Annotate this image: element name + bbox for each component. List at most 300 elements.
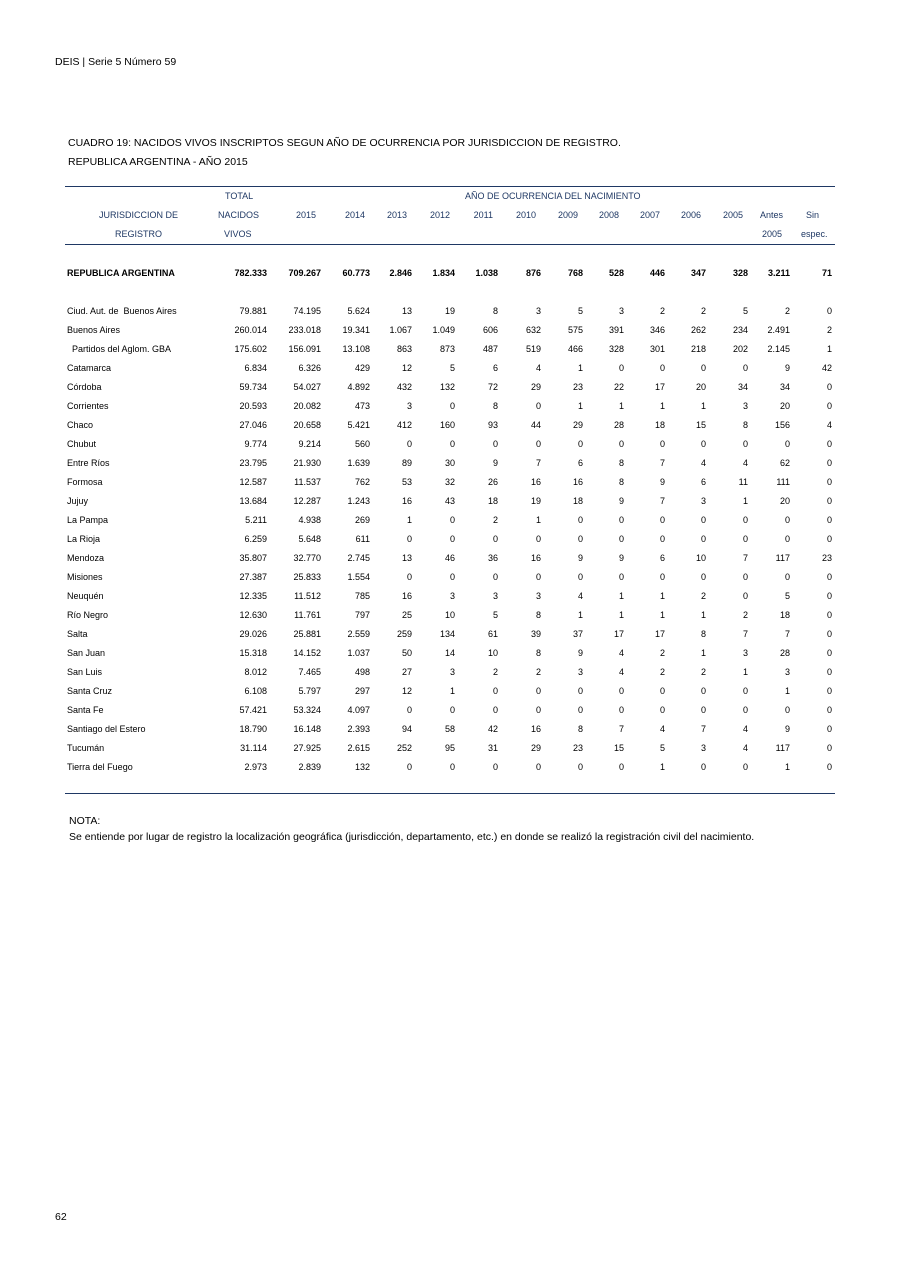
table-body xyxy=(65,302,835,777)
row-cell: 6.834 xyxy=(244,363,267,373)
row-cell: 34 xyxy=(737,382,748,392)
row-cell: 2.839 xyxy=(298,762,321,772)
row-cell: 58 xyxy=(444,724,455,734)
header-total-2: NACIDOS xyxy=(218,210,260,220)
row-cell: 2 xyxy=(784,306,790,316)
row-cell: 9 xyxy=(492,458,498,468)
row-cell: 16 xyxy=(401,591,412,601)
row-cell: 20 xyxy=(779,496,790,506)
table-bottom-rule xyxy=(65,793,835,794)
row-cell: 0 xyxy=(659,705,665,715)
row-cell: 8 xyxy=(742,420,748,430)
row-name: Córdoba xyxy=(67,382,102,392)
row-cell: 0 xyxy=(618,686,624,696)
row-cell: 29 xyxy=(530,743,541,753)
row-cell: 72 xyxy=(487,382,498,392)
row-cell: 0 xyxy=(449,515,455,525)
row-cell: 0 xyxy=(826,591,832,601)
row-cell: 9.214 xyxy=(298,439,321,449)
row-cell: 1 xyxy=(659,762,665,772)
row-cell: 8 xyxy=(618,458,624,468)
row-cell: 3 xyxy=(742,401,748,411)
row-cell: 4 xyxy=(742,724,748,734)
row-cell: 4.097 xyxy=(347,705,370,715)
row-cell: 0 xyxy=(449,534,455,544)
row-cell: 1.049 xyxy=(432,325,455,335)
row-cell: 5.648 xyxy=(298,534,321,544)
row-cell: 269 xyxy=(354,515,370,525)
row-cell: 6.259 xyxy=(244,534,267,544)
row-cell: 32 xyxy=(444,477,455,487)
table-total-row xyxy=(65,264,835,283)
row-cell: 5.624 xyxy=(347,306,370,316)
row-cell: 36 xyxy=(487,553,498,563)
row-cell: 0 xyxy=(742,705,748,715)
row-cell: 0 xyxy=(742,591,748,601)
table-row xyxy=(65,530,835,549)
row-cell: 18 xyxy=(572,496,583,506)
row-cell: 1 xyxy=(618,591,624,601)
note-text: Se entiende por lugar de registro la localización geográfica (jurisdicción, departamento, etc.) en donde se realizó la registración civil del nacimiento. xyxy=(69,831,755,843)
row-cell: 0 xyxy=(492,705,498,715)
row-cell: 62 xyxy=(779,458,790,468)
row-cell: 3 xyxy=(449,667,455,677)
table-header xyxy=(65,187,835,244)
table-row xyxy=(65,359,835,378)
row-cell: 0 xyxy=(826,743,832,753)
row-cell: 0 xyxy=(826,648,832,658)
row-cell: 0 xyxy=(577,439,583,449)
row-cell: 11.761 xyxy=(294,610,321,620)
total-row-cell: 347 xyxy=(690,268,706,278)
row-cell: 8 xyxy=(577,724,583,734)
row-cell: 0 xyxy=(577,705,583,715)
row-cell: 487 xyxy=(482,344,498,354)
row-cell: 0 xyxy=(659,534,665,544)
row-cell: 1 xyxy=(406,515,412,525)
row-cell: 252 xyxy=(396,743,412,753)
row-cell: 93 xyxy=(487,420,498,430)
row-cell: 4.892 xyxy=(347,382,370,392)
row-cell: 4 xyxy=(826,420,832,430)
header-total-3: VIVOS xyxy=(224,229,252,239)
row-name: Santa Cruz xyxy=(67,686,113,696)
row-cell: 0 xyxy=(618,363,624,373)
row-cell: 19.341 xyxy=(342,325,370,335)
row-cell: 0 xyxy=(700,439,706,449)
header-sin-2: espec. xyxy=(801,229,828,239)
header-year-2010: 2010 xyxy=(515,210,536,220)
table-row xyxy=(65,701,835,720)
row-name: Chubut xyxy=(67,439,97,449)
row-cell: 5.421 xyxy=(347,420,370,430)
row-cell: 2.559 xyxy=(347,629,370,639)
row-cell: 3 xyxy=(577,667,583,677)
row-cell: 50 xyxy=(401,648,412,658)
row-cell: 0 xyxy=(535,572,541,582)
row-cell: 1 xyxy=(826,344,832,354)
row-name: La Pampa xyxy=(67,515,109,525)
row-cell: 6 xyxy=(577,458,583,468)
row-cell: 17 xyxy=(654,629,665,639)
row-cell: 0 xyxy=(577,534,583,544)
row-cell: 13 xyxy=(401,553,412,563)
row-cell: 5 xyxy=(449,363,455,373)
row-cell: 0 xyxy=(742,363,748,373)
row-cell: 0 xyxy=(826,439,832,449)
row-cell: 7 xyxy=(742,629,748,639)
table-row xyxy=(65,587,835,606)
row-cell: 0 xyxy=(826,306,832,316)
row-cell: 13 xyxy=(401,306,412,316)
row-cell: 0 xyxy=(659,572,665,582)
row-cell: 0 xyxy=(535,762,541,772)
total-row-cell: 709.267 xyxy=(288,268,321,278)
row-cell: 3 xyxy=(406,401,412,411)
row-cell: 0 xyxy=(742,439,748,449)
row-cell: 21.930 xyxy=(293,458,321,468)
row-cell: 1.067 xyxy=(389,325,412,335)
row-cell: 53 xyxy=(401,477,412,487)
row-cell: 0 xyxy=(742,572,748,582)
row-cell: 2 xyxy=(492,667,498,677)
row-cell: 0 xyxy=(784,572,790,582)
row-cell: 0 xyxy=(700,686,706,696)
row-cell: 297 xyxy=(354,686,370,696)
row-cell: 74.195 xyxy=(293,306,321,316)
row-cell: 20 xyxy=(695,382,706,392)
header-year-2009: 2009 xyxy=(557,210,578,220)
row-cell: 4 xyxy=(535,363,541,373)
row-cell: 20.658 xyxy=(293,420,321,430)
row-cell: 473 xyxy=(354,401,370,411)
row-name: Tucumán xyxy=(67,743,105,753)
row-cell: 1 xyxy=(618,401,624,411)
row-cell: 16 xyxy=(530,724,541,734)
table-row xyxy=(65,473,835,492)
row-cell: 7.465 xyxy=(298,667,321,677)
row-cell: 0 xyxy=(826,686,832,696)
header-year-2007: 2007 xyxy=(639,210,660,220)
row-cell: 79.881 xyxy=(239,306,267,316)
row-cell: 59.734 xyxy=(239,382,267,392)
row-cell: 202 xyxy=(732,344,748,354)
row-cell: 23.795 xyxy=(239,458,267,468)
table-row xyxy=(65,511,835,530)
row-name: Neuquén xyxy=(67,591,104,601)
row-cell: 2 xyxy=(700,591,706,601)
row-cell: 6.108 xyxy=(244,686,267,696)
row-cell: 560 xyxy=(354,439,370,449)
row-cell: 28 xyxy=(779,648,790,658)
row-cell: 10 xyxy=(487,648,498,658)
row-cell: 0 xyxy=(659,363,665,373)
row-name: Entre Ríos xyxy=(67,458,110,468)
row-cell: 35.807 xyxy=(239,553,267,563)
row-cell: 18.790 xyxy=(239,724,267,734)
header-juris-2: REGISTRO xyxy=(115,229,163,239)
row-cell: 0 xyxy=(492,439,498,449)
row-cell: 1.639 xyxy=(347,458,370,468)
row-cell: 17 xyxy=(654,382,665,392)
row-cell: 1 xyxy=(577,363,583,373)
row-cell: 259 xyxy=(396,629,412,639)
row-cell: 2 xyxy=(826,325,832,335)
row-cell: 89 xyxy=(401,458,412,468)
row-cell: 2.491 xyxy=(767,325,790,335)
row-cell: 606 xyxy=(482,325,498,335)
row-name: San Luis xyxy=(67,667,103,677)
row-cell: 0 xyxy=(618,439,624,449)
row-cell: 29 xyxy=(572,420,583,430)
row-cell: 3 xyxy=(700,496,706,506)
table-row xyxy=(65,378,835,397)
row-cell: 12.335 xyxy=(239,591,267,601)
row-cell: 0 xyxy=(492,572,498,582)
row-cell: 8 xyxy=(492,306,498,316)
table-row xyxy=(65,682,835,701)
row-cell: 498 xyxy=(354,667,370,677)
row-cell: 3 xyxy=(492,591,498,601)
row-cell: 132 xyxy=(439,382,455,392)
row-cell: 0 xyxy=(826,667,832,677)
row-name: Formosa xyxy=(67,477,103,487)
row-cell: 1 xyxy=(700,401,706,411)
row-cell: 25.881 xyxy=(293,629,321,639)
row-cell: 0 xyxy=(535,401,541,411)
row-cell: 2 xyxy=(659,648,665,658)
row-name: Mendoza xyxy=(67,553,105,563)
row-cell: 156.091 xyxy=(288,344,321,354)
total-row-cell: 71 xyxy=(821,268,832,278)
header-year-2014: 2014 xyxy=(344,210,365,220)
row-cell: 0 xyxy=(826,629,832,639)
row-name: Ciud. Aut. de Buenos Aires xyxy=(67,306,177,316)
row-cell: 0 xyxy=(449,762,455,772)
row-cell: 1 xyxy=(742,496,748,506)
table-title xyxy=(68,134,621,172)
row-cell: 233.018 xyxy=(288,325,321,335)
row-cell: 7 xyxy=(659,458,665,468)
row-name: San Juan xyxy=(67,648,106,658)
row-cell: 0 xyxy=(826,496,832,506)
row-cell: 6 xyxy=(659,553,665,563)
table-row xyxy=(65,302,835,321)
row-cell: 26 xyxy=(487,477,498,487)
row-name: Santiago del Estero xyxy=(67,724,146,734)
header-antes-1: Antes xyxy=(760,210,784,220)
row-cell: 2 xyxy=(659,306,665,316)
row-cell: 0 xyxy=(535,439,541,449)
row-cell: 0 xyxy=(700,572,706,582)
row-cell: 0 xyxy=(826,724,832,734)
row-cell: 0 xyxy=(826,705,832,715)
header-year-2015: 2015 xyxy=(295,210,316,220)
row-cell: 42 xyxy=(487,724,498,734)
row-cell: 0 xyxy=(406,534,412,544)
row-cell: 3 xyxy=(742,648,748,658)
row-cell: 0 xyxy=(406,572,412,582)
row-cell: 4 xyxy=(659,724,665,734)
row-cell: 0 xyxy=(618,534,624,544)
row-name: Tierra del Fuego xyxy=(67,762,133,772)
row-cell: 301 xyxy=(649,344,665,354)
row-cell: 117 xyxy=(775,743,790,753)
row-cell: 16 xyxy=(401,496,412,506)
row-cell: 0 xyxy=(618,762,624,772)
row-cell: 0 xyxy=(700,534,706,544)
row-name: Misiones xyxy=(67,572,103,582)
row-cell: 0 xyxy=(618,572,624,582)
row-cell: 4 xyxy=(742,458,748,468)
total-row-cell: 3.211 xyxy=(767,268,790,278)
row-cell: 31 xyxy=(487,743,498,753)
row-cell: 94 xyxy=(401,724,412,734)
row-cell: 5 xyxy=(784,591,790,601)
row-cell: 12 xyxy=(401,686,412,696)
row-cell: 7 xyxy=(535,458,541,468)
row-cell: 16.148 xyxy=(293,724,321,734)
row-cell: 10 xyxy=(695,553,706,563)
row-cell: 0 xyxy=(535,705,541,715)
row-cell: 0 xyxy=(659,439,665,449)
row-cell: 95 xyxy=(444,743,455,753)
row-cell: 0 xyxy=(659,686,665,696)
row-cell: 0 xyxy=(577,515,583,525)
row-cell: 3 xyxy=(535,591,541,601)
row-cell: 3 xyxy=(618,306,624,316)
total-row-cell: 328 xyxy=(732,268,748,278)
row-cell: 4 xyxy=(700,458,706,468)
row-cell: 11.537 xyxy=(294,477,321,487)
row-cell: 9 xyxy=(618,496,624,506)
row-cell: 14.152 xyxy=(293,648,321,658)
table-row xyxy=(65,739,835,758)
row-cell: 7 xyxy=(618,724,624,734)
row-cell: 0 xyxy=(826,610,832,620)
row-cell: 0 xyxy=(784,534,790,544)
row-cell: 2 xyxy=(700,667,706,677)
row-cell: 2.615 xyxy=(347,743,370,753)
table-row xyxy=(65,606,835,625)
row-cell: 7 xyxy=(659,496,665,506)
row-cell: 0 xyxy=(406,439,412,449)
row-cell: 54.027 xyxy=(293,382,321,392)
row-cell: 2.973 xyxy=(244,762,267,772)
row-cell: 132 xyxy=(354,762,370,772)
row-cell: 23 xyxy=(572,743,583,753)
total-row-cell: 782.333 xyxy=(234,268,267,278)
row-cell: 43 xyxy=(444,496,455,506)
row-cell: 7 xyxy=(784,629,790,639)
total-row-cell: 60.773 xyxy=(342,268,370,278)
row-cell: 797 xyxy=(354,610,370,620)
row-cell: 8 xyxy=(535,648,541,658)
row-cell: 762 xyxy=(354,477,370,487)
row-cell: 262 xyxy=(690,325,706,335)
data-table xyxy=(65,186,835,794)
row-cell: 9.774 xyxy=(244,439,267,449)
row-name: Corrientes xyxy=(67,401,109,411)
row-cell: 2 xyxy=(700,306,706,316)
row-cell: 4 xyxy=(577,591,583,601)
table-row xyxy=(65,321,835,340)
row-cell: 175.602 xyxy=(234,344,267,354)
row-cell: 218 xyxy=(690,344,706,354)
row-cell: 39 xyxy=(530,629,541,639)
row-cell: 0 xyxy=(784,515,790,525)
row-cell: 32.770 xyxy=(293,553,321,563)
row-cell: 234 xyxy=(732,325,748,335)
row-cell: 0 xyxy=(535,534,541,544)
row-cell: 0 xyxy=(784,439,790,449)
header-year-2006: 2006 xyxy=(680,210,701,220)
table-row xyxy=(65,758,835,777)
row-cell: 0 xyxy=(577,686,583,696)
row-cell: 2.393 xyxy=(347,724,370,734)
row-cell: 4 xyxy=(618,648,624,658)
row-cell: 18 xyxy=(654,420,665,430)
row-cell: 8 xyxy=(492,401,498,411)
row-cell: 1 xyxy=(659,401,665,411)
header-juris-1: JURISDICCION DE xyxy=(99,210,179,220)
header-antes-2: 2005 xyxy=(762,229,783,239)
row-cell: 14 xyxy=(444,648,455,658)
row-cell: 0 xyxy=(449,401,455,411)
row-cell: 1 xyxy=(659,591,665,601)
header-sin-1: Sin xyxy=(806,210,820,220)
row-cell: 0 xyxy=(492,534,498,544)
row-cell: 4 xyxy=(618,667,624,677)
row-cell: 0 xyxy=(577,572,583,582)
row-cell: 17 xyxy=(613,629,624,639)
row-cell: 44 xyxy=(530,420,541,430)
row-cell: 0 xyxy=(826,515,832,525)
row-cell: 0 xyxy=(659,515,665,525)
row-cell: 29 xyxy=(530,382,541,392)
row-cell: 0 xyxy=(618,705,624,715)
row-cell: 16 xyxy=(530,477,541,487)
row-cell: 117 xyxy=(775,553,790,563)
row-cell: 12.587 xyxy=(239,477,267,487)
row-cell: 18 xyxy=(779,610,790,620)
table-row xyxy=(65,435,835,454)
row-cell: 6.326 xyxy=(298,363,321,373)
row-cell: 432 xyxy=(396,382,412,392)
row-cell: 156 xyxy=(774,420,790,430)
row-cell: 0 xyxy=(535,686,541,696)
row-cell: 0 xyxy=(492,762,498,772)
row-name: Buenos Aires xyxy=(67,325,121,335)
row-cell: 29.026 xyxy=(239,629,267,639)
row-cell: 7 xyxy=(742,553,748,563)
header-year-2012: 2012 xyxy=(429,210,450,220)
row-cell: 0 xyxy=(826,572,832,582)
row-cell: 4.938 xyxy=(298,515,321,525)
row-cell: 53.324 xyxy=(293,705,321,715)
row-cell: 134 xyxy=(439,629,455,639)
running-header: DEIS | Serie 5 Número 59 xyxy=(55,56,177,68)
row-cell: 0 xyxy=(700,515,706,525)
row-cell: 4 xyxy=(742,743,748,753)
row-cell: 863 xyxy=(396,344,412,354)
row-cell: 34 xyxy=(779,382,790,392)
row-cell: 11 xyxy=(738,477,748,487)
row-cell: 0 xyxy=(449,572,455,582)
row-cell: 3 xyxy=(535,306,541,316)
row-cell: 16 xyxy=(530,553,541,563)
row-cell: 3 xyxy=(784,667,790,677)
